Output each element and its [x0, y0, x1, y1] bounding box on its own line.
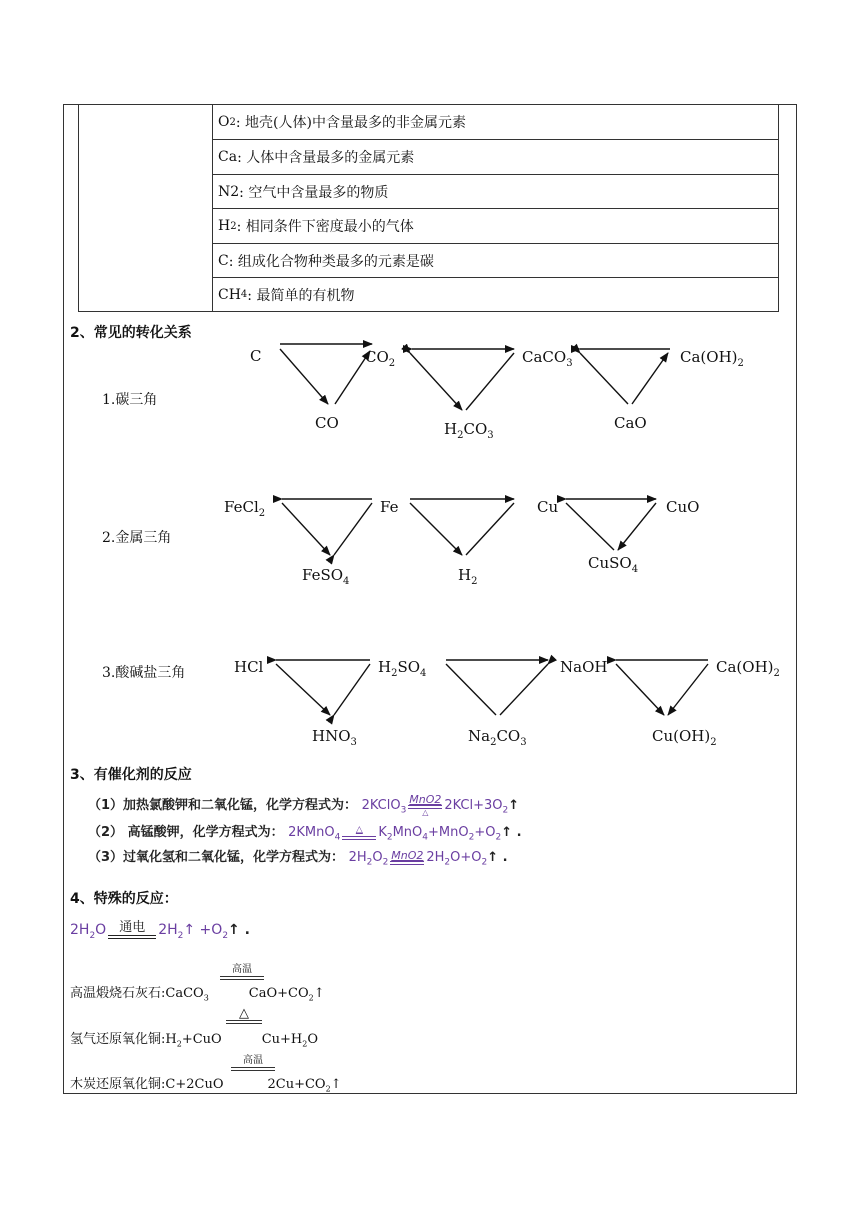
- row-formula-sub: 4: [240, 289, 248, 300]
- row-text: : 相同条件下密度最小的气体: [236, 219, 414, 235]
- reaction-description: 木炭还原氧化铜:: [70, 1077, 166, 1092]
- formula-part: FeSO: [302, 566, 344, 584]
- formula-part: CuSO: [588, 554, 632, 572]
- arrow: [334, 664, 370, 715]
- formula-part: MnO: [392, 825, 423, 840]
- formula-part: 2H: [158, 921, 178, 938]
- arrow: [276, 664, 330, 715]
- reaction-condition: [342, 825, 376, 840]
- formula-sub: 2: [302, 1039, 308, 1049]
- condition-top: 高温: [232, 964, 252, 975]
- formula-part: CO: [365, 348, 389, 366]
- formula-sub: 2: [89, 930, 96, 941]
- condition-top: △: [239, 1006, 249, 1021]
- row-text: : 最简单的有机物: [247, 287, 355, 304]
- formula-part: Cu(OH): [652, 727, 711, 745]
- arrow: [466, 353, 514, 410]
- formula-part: FeCl: [224, 498, 259, 516]
- arrow: [334, 503, 372, 555]
- formula-part: Na: [468, 727, 491, 745]
- eq-formula: [288, 825, 522, 843]
- formula-part: Ca(OH): [680, 348, 738, 366]
- formula-part: 2KMnO: [288, 825, 335, 840]
- formula-sub: 2: [388, 358, 396, 369]
- arrow: [618, 503, 656, 550]
- row-formula: Ca: [218, 149, 238, 165]
- reaction-condition: [220, 964, 264, 980]
- eq-description: 过氧化氢和二氧化锰，化学方程式为：: [123, 850, 345, 865]
- eq-number: （1）: [88, 798, 124, 813]
- row-formula: O: [218, 114, 230, 130]
- formula-part: H: [165, 1032, 177, 1047]
- row-text: : 组成化合物种类最多的元素是碳: [228, 253, 434, 270]
- formula-part: +MnO: [428, 825, 469, 840]
- formula-part: 2H: [426, 850, 445, 865]
- formula-fecl2: [224, 498, 265, 519]
- arrow: [580, 353, 628, 404]
- formula-sub: 4: [334, 832, 341, 843]
- formula-sub: 2: [391, 668, 398, 679]
- acid-triangle-label: 3.酸碱盐三角: [102, 665, 186, 681]
- row-formula: N2: [218, 183, 240, 200]
- arrow: [280, 349, 328, 404]
- row-text: : 人体中含量最多的金属元素: [237, 150, 415, 166]
- row-formula: CH: [218, 286, 241, 303]
- formula-sub: 2: [258, 508, 266, 519]
- formula-sub: 2: [444, 857, 451, 868]
- eq-formula: [70, 920, 250, 941]
- row-formula-sub: 2: [230, 220, 237, 232]
- metal-triangle-label: 2.金属三角: [102, 530, 172, 546]
- formula-part: CaCO: [165, 986, 204, 1001]
- arrow: [500, 664, 548, 715]
- section-4-title: 4、特殊的反应：: [70, 891, 178, 907]
- section-2-title: 2、常见的转化关系: [70, 325, 192, 341]
- formula-h2: [458, 566, 477, 587]
- limestone-calcination: [70, 982, 325, 1003]
- formula-caco3: [522, 348, 573, 369]
- row-formula-sub: 2: [229, 116, 236, 128]
- formula-part: 2KCl+3O: [444, 798, 503, 813]
- reaction-condition: [390, 850, 424, 865]
- arrow: [410, 353, 462, 410]
- arrow: [282, 503, 330, 555]
- formula-sub: 2: [325, 1084, 331, 1094]
- formula-part: CO: [463, 420, 488, 438]
- equals-bar: [342, 836, 376, 840]
- gas-arrow: ↑: [313, 986, 325, 1001]
- formula-part: H: [378, 658, 392, 676]
- formula-sub: 2: [502, 805, 509, 816]
- row-text: : 空气中含量最多的物质: [239, 184, 389, 201]
- formula-hno3: [312, 727, 357, 748]
- eq-number: （3）: [88, 850, 124, 865]
- arrow: [410, 503, 462, 555]
- condition-top: MnO2: [409, 793, 442, 806]
- formula-h2so4: [378, 658, 426, 679]
- formula-part: HNO: [312, 727, 351, 745]
- formula-caoh2: [680, 348, 744, 369]
- section-3-title: 3、有催化剂的反应: [70, 767, 192, 783]
- reaction-condition: [408, 794, 442, 817]
- formula-sub: 2: [710, 737, 717, 748]
- formula-fe: Fe: [380, 498, 399, 516]
- formula-c: C: [250, 347, 262, 365]
- carbon-triangle-label: 1.碳三角: [102, 392, 158, 408]
- condition-top: 通电: [119, 920, 146, 935]
- condition-top: 高温: [243, 1055, 263, 1066]
- formula-part: Ca(OH): [716, 658, 774, 676]
- reaction-condition: [108, 920, 156, 939]
- formula-part: SO: [397, 658, 421, 676]
- condition-top: MnO2: [391, 849, 424, 862]
- hydrogen-reduction: [70, 1028, 318, 1049]
- eq-description: 加热氯酸钾和二氧化锰，化学方程式为：: [123, 798, 358, 813]
- gas-arrow: ↑: [508, 798, 520, 813]
- formula-sub: 2: [382, 857, 389, 868]
- formula-sub: 2: [177, 930, 184, 941]
- equals-bar: [220, 976, 264, 980]
- formula-part: Cu+H: [261, 1032, 303, 1047]
- equals-bar: [231, 1067, 275, 1071]
- formula-hcl: HCl: [234, 658, 264, 676]
- formula-sub: 2: [366, 857, 373, 868]
- formula-sub: 2: [737, 358, 744, 369]
- eq-formula: [348, 849, 508, 868]
- arrow: [566, 503, 614, 550]
- eq-formula: [361, 793, 520, 817]
- formula-part: CO: [496, 727, 521, 745]
- formula-part: H: [444, 420, 458, 438]
- row-formula: H: [218, 218, 231, 234]
- formula-sub: 2: [308, 993, 314, 1003]
- formula-sub: 3: [520, 737, 527, 748]
- formula-part: 2Cu+CO: [267, 1077, 326, 1092]
- formula-part: +CuO: [181, 1032, 222, 1047]
- formula-part: O+O: [450, 850, 482, 865]
- formula-cuso4: [588, 554, 638, 575]
- formula-sub: 3: [487, 430, 494, 441]
- condition-top: △: [355, 825, 363, 835]
- formula-sub: 4: [422, 832, 429, 843]
- arrow: [446, 664, 496, 715]
- formula-part: H: [458, 566, 472, 584]
- formula-cuo: CuO: [666, 498, 700, 516]
- formula-part: CaO+CO: [248, 986, 309, 1001]
- arrow: [466, 503, 514, 555]
- formula-na2co3: [468, 727, 527, 748]
- arrow: [632, 353, 668, 404]
- reaction-description: 高温煅烧石灰石:: [70, 986, 166, 1001]
- formula-sub: 2: [468, 832, 475, 843]
- formula-sub: 3: [203, 993, 209, 1003]
- formula-sub: 3: [400, 805, 407, 816]
- electrolysis-equation: [70, 920, 250, 940]
- formula-sub: 2: [386, 832, 393, 843]
- reaction-condition: [226, 1008, 262, 1024]
- eq-number: （2）: [88, 825, 124, 840]
- gas-arrow: ↑ .: [501, 825, 522, 840]
- arrow: [668, 664, 708, 715]
- formula-cu: Cu: [537, 498, 559, 516]
- arrow: [616, 664, 664, 715]
- formula-part: 2H: [348, 850, 367, 865]
- carbon-reduction: [70, 1073, 342, 1094]
- formula-cao: CaO: [614, 414, 647, 432]
- row-text: : 地壳(人体)中含量最多的非金属元素: [235, 115, 466, 131]
- formula-sub: 2: [490, 737, 497, 748]
- reaction-condition: [231, 1055, 275, 1071]
- condition-bottom: △: [422, 808, 429, 817]
- formula-part: 2KClO: [361, 798, 401, 813]
- formula-caoh2-acid: [716, 658, 780, 679]
- formula-co: CO: [315, 414, 339, 432]
- formula-cuoh2: [652, 727, 717, 748]
- catalyst-equation-3: [88, 846, 508, 868]
- formula-part: ↑ +O: [183, 921, 223, 938]
- reaction-description: 氢气还原氧化铜:: [70, 1032, 166, 1047]
- formula-co2: [365, 348, 395, 369]
- formula-part: O: [372, 850, 383, 865]
- formula-part: 2H: [70, 921, 90, 938]
- eq-description: 高锰酸钾，化学方程式为：: [123, 825, 284, 840]
- formula-part: CaCO: [522, 348, 567, 366]
- formula-part: C+2CuO: [165, 1077, 224, 1092]
- formula-sub: 2: [495, 832, 502, 843]
- formula-sub: 2: [222, 930, 229, 941]
- gas-arrow: ↑ .: [228, 921, 250, 938]
- gas-arrow: ↑ .: [487, 850, 508, 865]
- formula-sub: 4: [343, 576, 350, 587]
- formula-sub: 3: [350, 737, 357, 748]
- formula-sub: 2: [481, 857, 488, 868]
- catalyst-equation-1: [88, 794, 519, 817]
- formula-sub: 2: [471, 576, 478, 587]
- formula-naoh: NaOH: [560, 658, 608, 676]
- formula-sub: 2: [457, 430, 464, 441]
- formula-feso4: [302, 566, 349, 587]
- formula-h2co3: [444, 420, 494, 441]
- formula-sub: 2: [176, 1039, 182, 1049]
- gas-arrow: ↑: [330, 1077, 342, 1092]
- row-formula: C: [218, 252, 229, 269]
- catalyst-equation-2: [88, 821, 522, 843]
- formula-part: +O: [474, 825, 496, 840]
- formula-sub: 3: [566, 358, 573, 369]
- formula-part: O: [95, 921, 107, 938]
- equals-bar: [108, 935, 156, 939]
- formula-sub: 2: [773, 668, 780, 679]
- formula-sub: 4: [420, 668, 427, 679]
- formula-part: K: [378, 825, 387, 840]
- formula-part: O: [307, 1032, 319, 1047]
- formula-sub: 4: [631, 564, 639, 575]
